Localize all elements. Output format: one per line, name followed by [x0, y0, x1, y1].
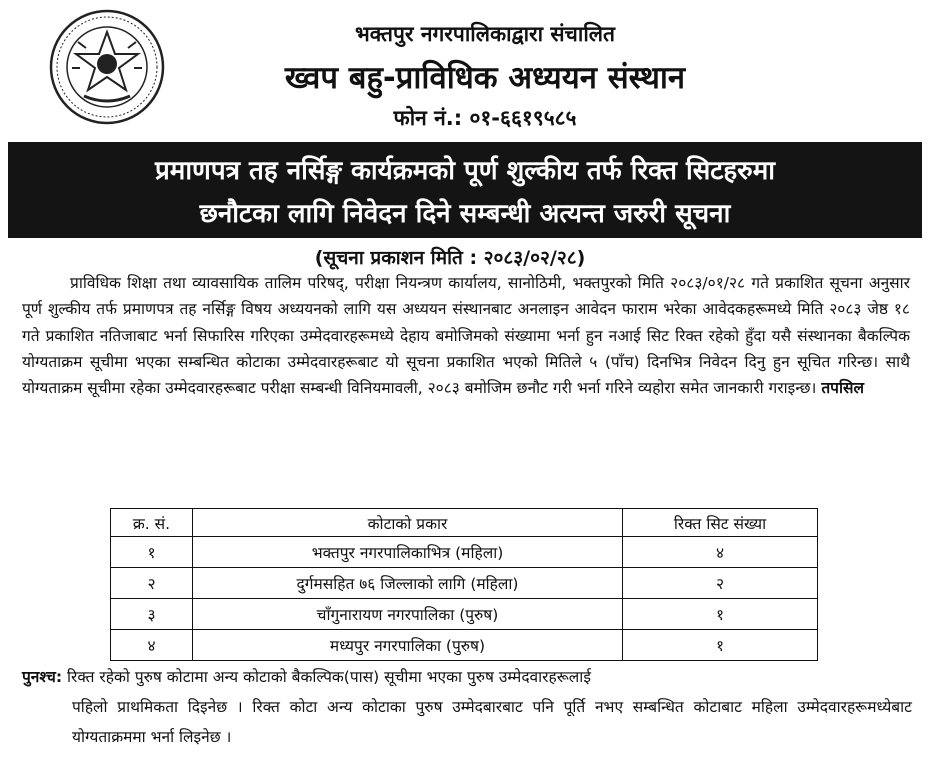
publication-date: (सूचना प्रकाशन मिति : २०८३/०२/२८): [314, 247, 586, 269]
cell-sn: ४: [111, 630, 193, 661]
col-header-sn: क्र. सं.: [111, 509, 193, 537]
table-row: [111, 599, 818, 630]
cell-quota: भक्तपुर नगरपालिकाभित्र (महिला): [193, 537, 623, 568]
org-subtitle: भक्तपुर नगरपालिकाद्वारा संचालित: [355, 22, 615, 46]
cell-quota: मध्यपुर नगरपालिका (पुरुष): [193, 630, 623, 661]
cell-quota: दुर्गमसहित ७६ जिल्लाको लागि (महिला): [193, 568, 623, 599]
cell-sn: ३: [111, 599, 193, 630]
org-phone: फोन नं.: ०१-६६१९५८५: [393, 106, 577, 130]
notice-body-text: प्राविधिक शिक्षा तथा व्यावसायिक तालिम परिषद्, परीक्षा नियन्त्रण कार्यालय, सानोठिमी, भक्तपुरको मिति २०८३/०१/२८ गते प्रकाशित सूचना अनुसार पूर्ण शुल्कीय तर्फ प्रमाणपत्र तह नर्सिङ्ग विषय अध्ययनको लागि यस अध्ययन संस्थानबाट अनलाइन आवेदन फाराम भरेका आवेदकहरूमध्ये मिति २०८३ जेष्ठ १८ गते प्रकाशित नतिजाबाट भर्ना सिफारिस गरिएका उम्मेदवारहरूमध्ये देहाय बमोजिमको संख्यामा भर्ना हुन नआई सिट रिक्त रहेको हुँदा यसै संस्थानका बैकल्पिक योग्यताक्रम सूचीमा भएका सम्बन्धित कोटाका उम्मेदवारहरूबाट यो सूचना प्रकाशित भएको मितिले ५ (पाँच) दिनभित्र निवेदन दिनु हुन सूचित गरिन्छ। साथै योग्यताक्रम सूचीमा रहेका उम्मेदवारहरूबाट परीक्षा सम्बन्धी विनियमावली, २०८३ बमोजिम छनौट गरी भर्ना गरिने व्यहोरा समेत जानकारी गराइन्छ।: [22, 274, 910, 398]
notice-title-band: [8, 142, 922, 238]
cell-sn: १: [111, 537, 193, 568]
municipality-seal-icon: [48, 8, 166, 126]
col-header-quota: कोटाको प्रकार: [193, 509, 623, 537]
table-row: [111, 537, 818, 568]
cell-quota: चाँगुनारायण नगरपालिका (पुरुष): [193, 599, 623, 630]
cell-seats: १: [623, 599, 818, 630]
postscript-line-1: रिक्त रहेको पुरुष कोटामा अन्य कोटाको बैकल्पिक(पास) सूचीमा भएका पुरुष उम्मेदवारहरूलाई: [66, 668, 591, 686]
postscript: [22, 662, 912, 752]
org-name: ख्वप बहु-प्राविधिक अध्ययन संस्थान: [284, 60, 686, 96]
postscript-label: पुनश्च:: [22, 668, 63, 686]
cell-seats: २: [623, 568, 818, 599]
notice-title-line-1: प्रमाणपत्र तह नर्सिङ्ग कार्यक्रमको पूर्ण शुल्कीय तर्फ रिक्त सिटहरुमा: [154, 156, 776, 186]
cell-seats: ४: [623, 537, 818, 568]
table-header-row: [111, 509, 818, 537]
notice-title-line-2: छनौटका लागि निवेदन दिने सम्बन्धी अत्यन्त जरुरी सूचना: [199, 199, 731, 229]
postscript-rest: पहिलो प्राथमिकता दिइनेछ । रिक्त कोटा अन्य कोटाका पुरुष उम्मेदबारबाट पनि पूर्ति नभए सम्बन्धित कोटाबाट महिला उम्मेदवारहरूमध्येबाट योग्यताक्रममा भर्ना लिइनेछ ।: [72, 698, 912, 746]
table-row: [111, 568, 818, 599]
cell-sn: २: [111, 568, 193, 599]
table-row: [111, 630, 818, 661]
notice-body: [22, 270, 910, 401]
col-header-seats: रिक्त सिट संख्या: [623, 509, 818, 537]
cell-seats: १: [623, 630, 818, 661]
vacant-seats-table: [110, 508, 818, 661]
details-label: तपसिल: [821, 379, 864, 398]
